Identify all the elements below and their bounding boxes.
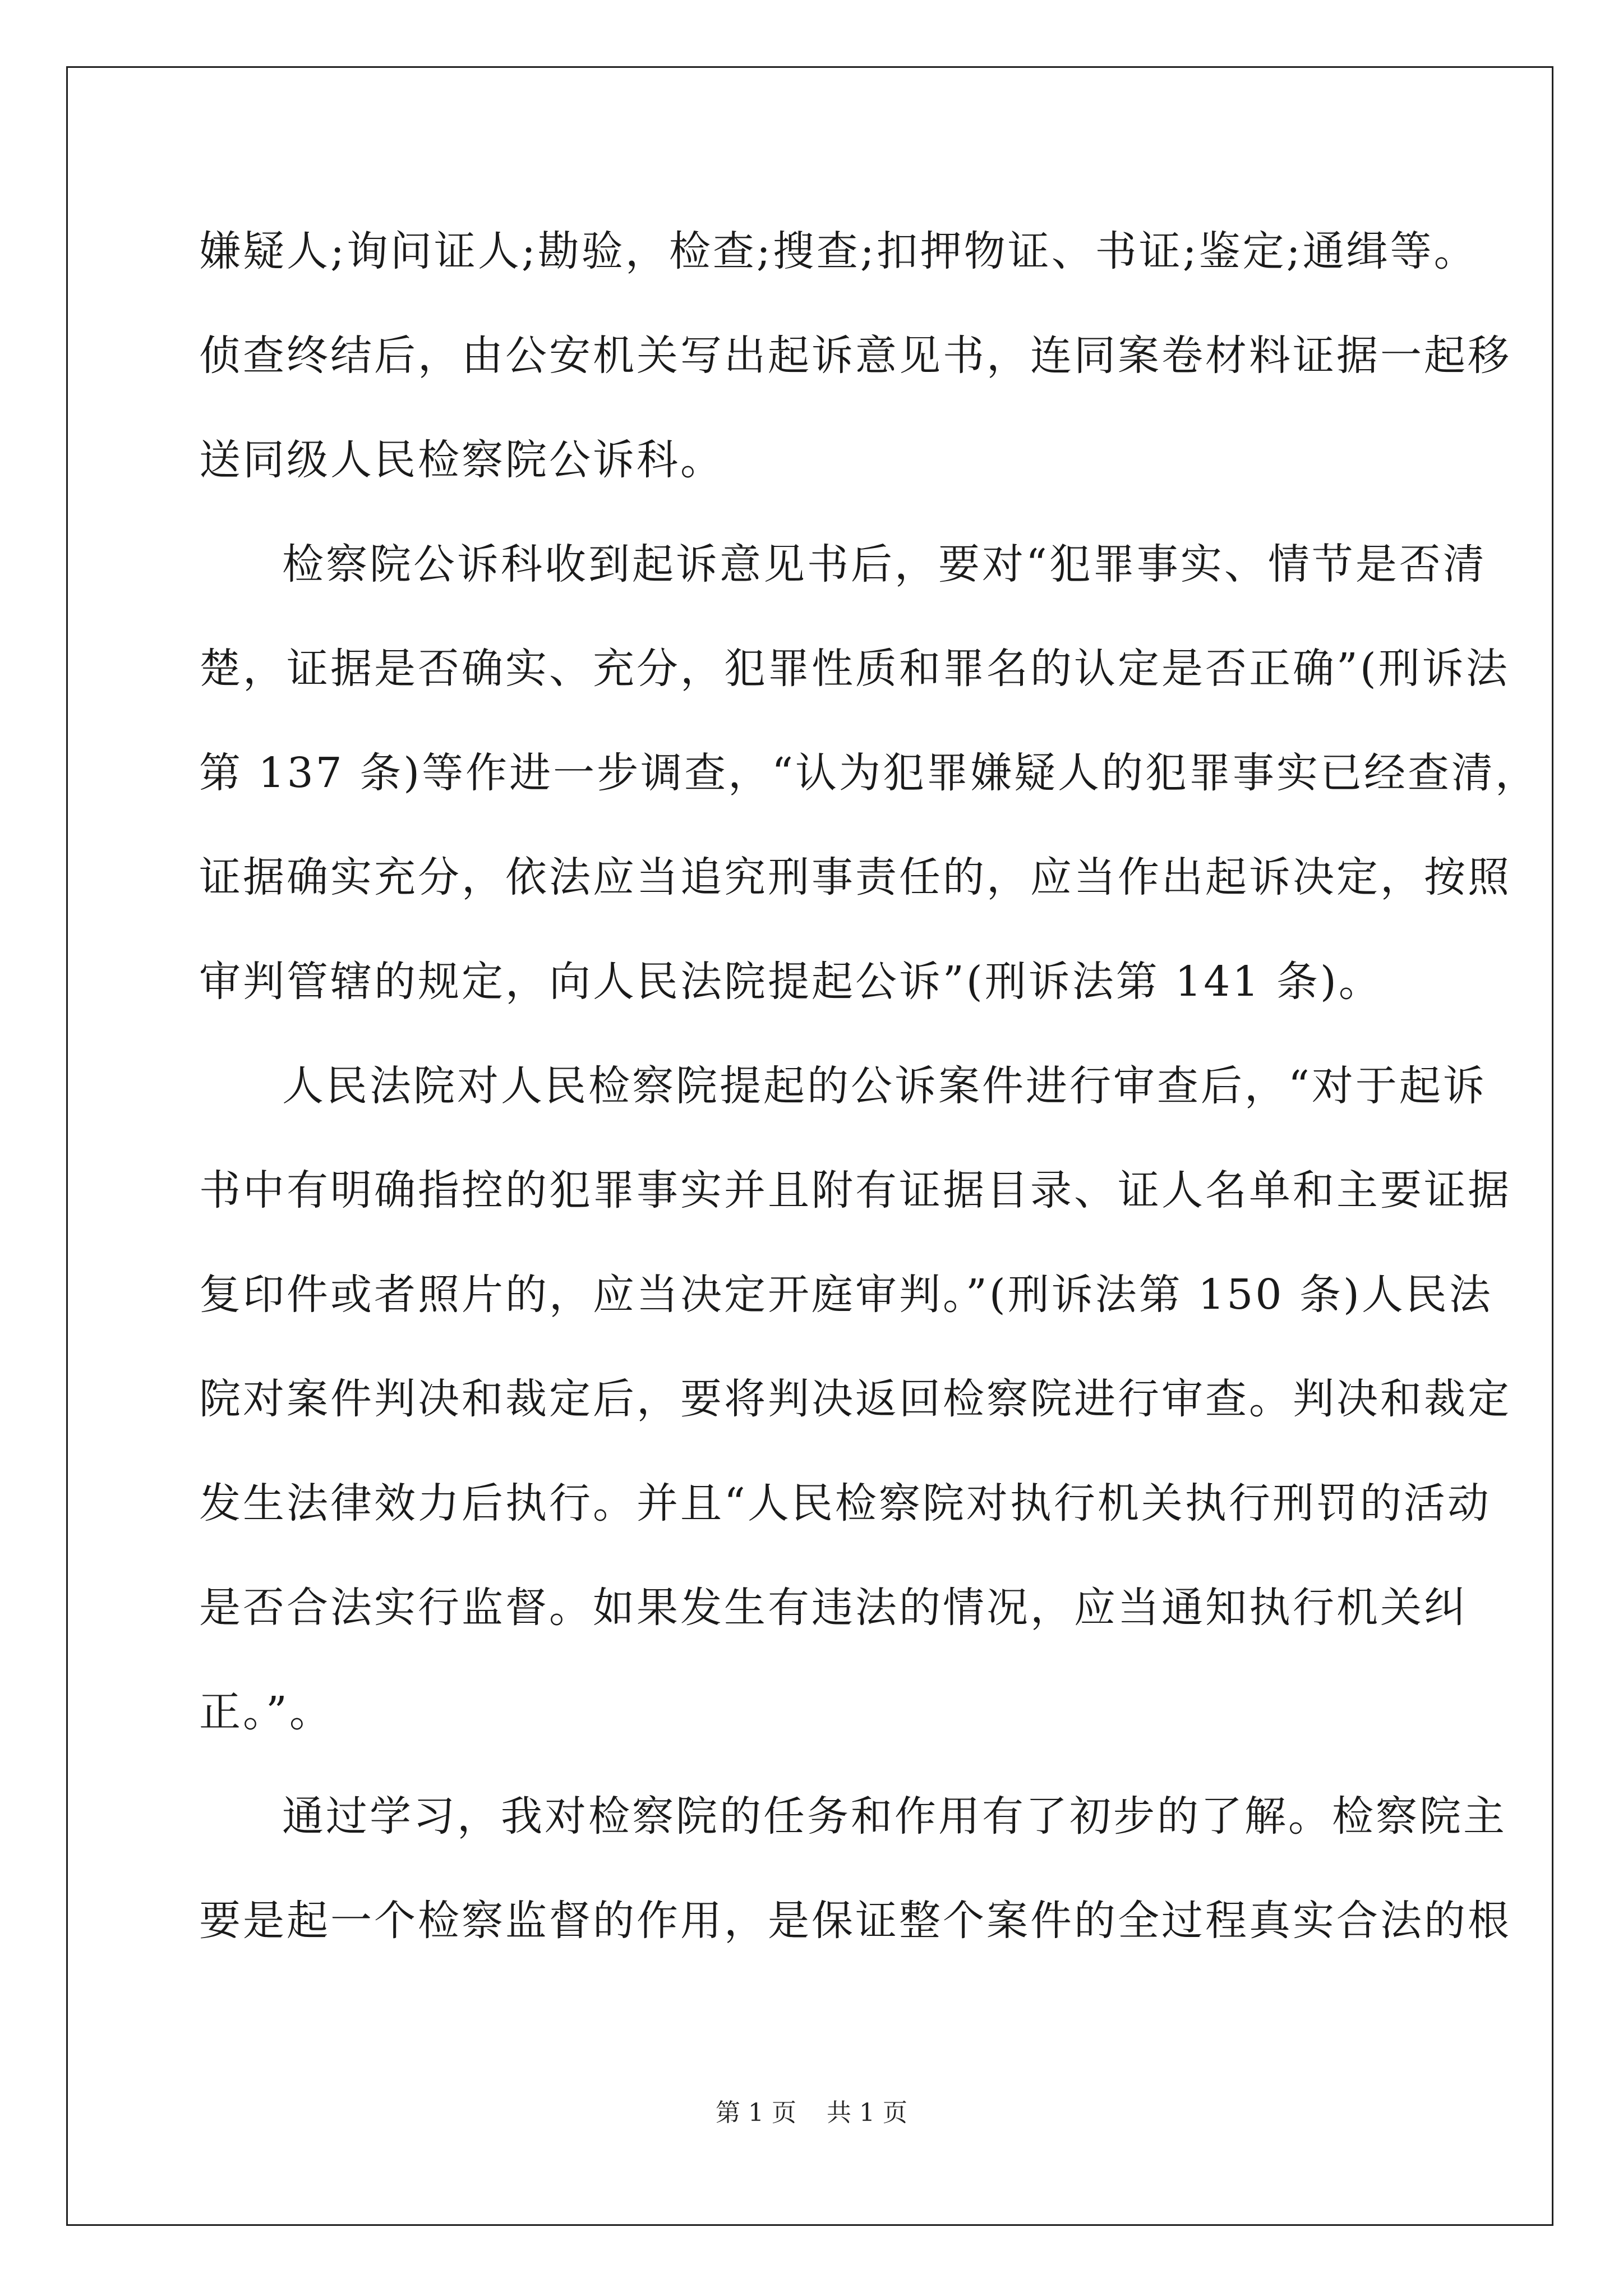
text-line: 楚，证据是否确实、充分，犯罪性质和罪名的认定是否正确”(刑诉法 [199, 645, 1510, 693]
page-total: 共 1 页 [827, 2099, 907, 2127]
page-number: 第 1 页 [716, 2099, 796, 2127]
text-line: 证据确实充分，依法应当追究刑事责任的，应当作出起诉决定，按照 [199, 853, 1511, 901]
text-line: 要是起一个检察监督的作用，是保证整个案件的全过程真实合法的根 [199, 1897, 1511, 1945]
text-line: 第 137 条)等作进一步调查，“认为犯罪嫌疑人的犯罪事实已经查清， [199, 749, 1539, 797]
page-footer [0, 2092, 1623, 2128]
text-line: 复印件或者照片的，应当决定开庭审判。”(刑诉法第 150 条)人民法 [199, 1271, 1493, 1319]
text-line: 侦查终结后，由公安机关写出起诉意见书，连同案卷材料证据一起移 [199, 332, 1511, 380]
text-line: 审判管辖的规定，向人民法院提起公诉”(刑诉法第 141 条)。 [199, 958, 1382, 1006]
text-line: 是否合法实行监督。如果发生有违法的情况，应当通知执行机关纠 [199, 1584, 1468, 1632]
text-line: 院对案件判决和裁定后，要将判决返回检察院进行审查。判决和裁定 [199, 1375, 1511, 1423]
text-line: 书中有明确指控的犯罪事实并且附有证据目录、证人名单和主要证据 [199, 1166, 1511, 1214]
document-body [199, 199, 1539, 1973]
text-line: 送同级人民检察院公诉科。 [199, 436, 724, 484]
paragraph-first-line: 检察院公诉科收到起诉意见书后，要对“犯罪事实、情节是否清 [282, 540, 1487, 588]
paragraph-first-line: 人民法院对人民检察院提起的公诉案件进行审查后，“对于起诉 [282, 1062, 1487, 1110]
text-line: 发生法律效力后执行。并且“人民检察院对执行机关执行刑罚的活动 [199, 1479, 1491, 1527]
paragraph-first-line: 通过学习，我对检察院的任务和作用有了初步的了解。检察院主 [282, 1792, 1507, 1841]
text-line: 正。”。 [199, 1688, 333, 1736]
text-line: 嫌疑人;询问证人;勘验，检查;搜查;扣押物证、书证;鉴定;通缉等。 [199, 227, 1478, 275]
